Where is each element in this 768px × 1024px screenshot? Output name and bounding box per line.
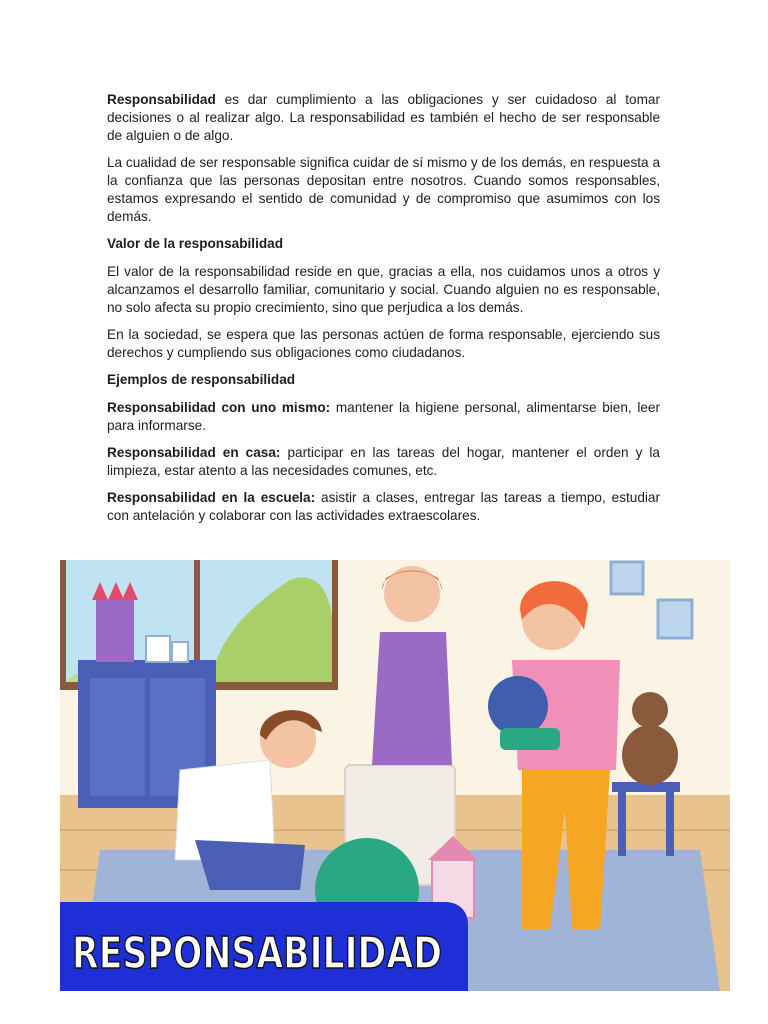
example-item [107, 444, 660, 480]
example-label: Responsabilidad con uno mismo: [107, 400, 331, 415]
intro-paragraph [107, 91, 660, 145]
responsibility-illustration [60, 560, 730, 991]
girl-head [384, 566, 440, 622]
banner-title: RESPONSABILIDAD [72, 928, 442, 979]
illustration-svg [60, 560, 730, 991]
article-text [107, 91, 660, 534]
photo-frame [146, 636, 170, 662]
intro-text: es dar cumplimiento a las obligaciones y ser cuidadoso al tomar decisiones o al realizar algo. La responsabilidad es también el hecho de ser responsable de alguien o de algo. [107, 92, 660, 143]
example-item [107, 399, 660, 435]
cabinet-door [90, 678, 145, 796]
toy-car [500, 728, 560, 750]
example-text: mantener la higiene personal, alimentarse bien, leer para informarse. [107, 400, 660, 433]
value-heading: Valor de la responsabilidad [107, 236, 284, 251]
stool-leg [618, 792, 626, 856]
girl-dress [372, 632, 452, 765]
toy-castle [96, 600, 134, 662]
example-text: asistir a clases, entregar las tareas a tiempo, estudiar con antelación y colaborar con las actividades extraescolares. [107, 490, 660, 523]
example-label: Responsabilidad en la escuela: [107, 490, 316, 505]
stool-leg [666, 792, 674, 856]
toy-ball [488, 676, 548, 736]
example-item [107, 489, 660, 525]
example-text: participar en las tareas del hogar, mantener el orden y la limpieza, estar atento a las necesidades comunes, etc. [107, 445, 660, 478]
boy-shorts [195, 840, 305, 890]
wall-frame [658, 600, 692, 638]
photo-frame [172, 642, 188, 662]
wall-frame [611, 562, 643, 594]
value-paragraph: El valor de la responsabilidad reside en que, gracias a ella, nos cuidamos unos a otros y alcanzamos el desarrollo familiar, comunitario y social. Cuando alguien no es responsable, no solo afecta su propio crecimiento, sino que perjudica a los demás. [107, 264, 660, 315]
intro-term: Responsabilidad [107, 92, 216, 107]
quality-paragraph: La cualidad de ser responsable significa cuidar de sí mismo y de los demás, en respuesta a la confianza que las personas depositan entre nosotros. Cuando somos responsables, estamos expresando el sentido de comunidad y de compromiso que asumimos con los demás. [107, 155, 660, 224]
example-label: Responsabilidad en casa: [107, 445, 281, 460]
teddy-head [632, 692, 668, 728]
teddy-body [622, 725, 678, 785]
society-paragraph: En la sociedad, se espera que las personas actúen de forma responsable, ejerciendo sus derechos y cumpliendo sus obligaciones como ciudadanos. [107, 327, 660, 360]
examples-heading: Ejemplos de responsabilidad [107, 372, 296, 387]
